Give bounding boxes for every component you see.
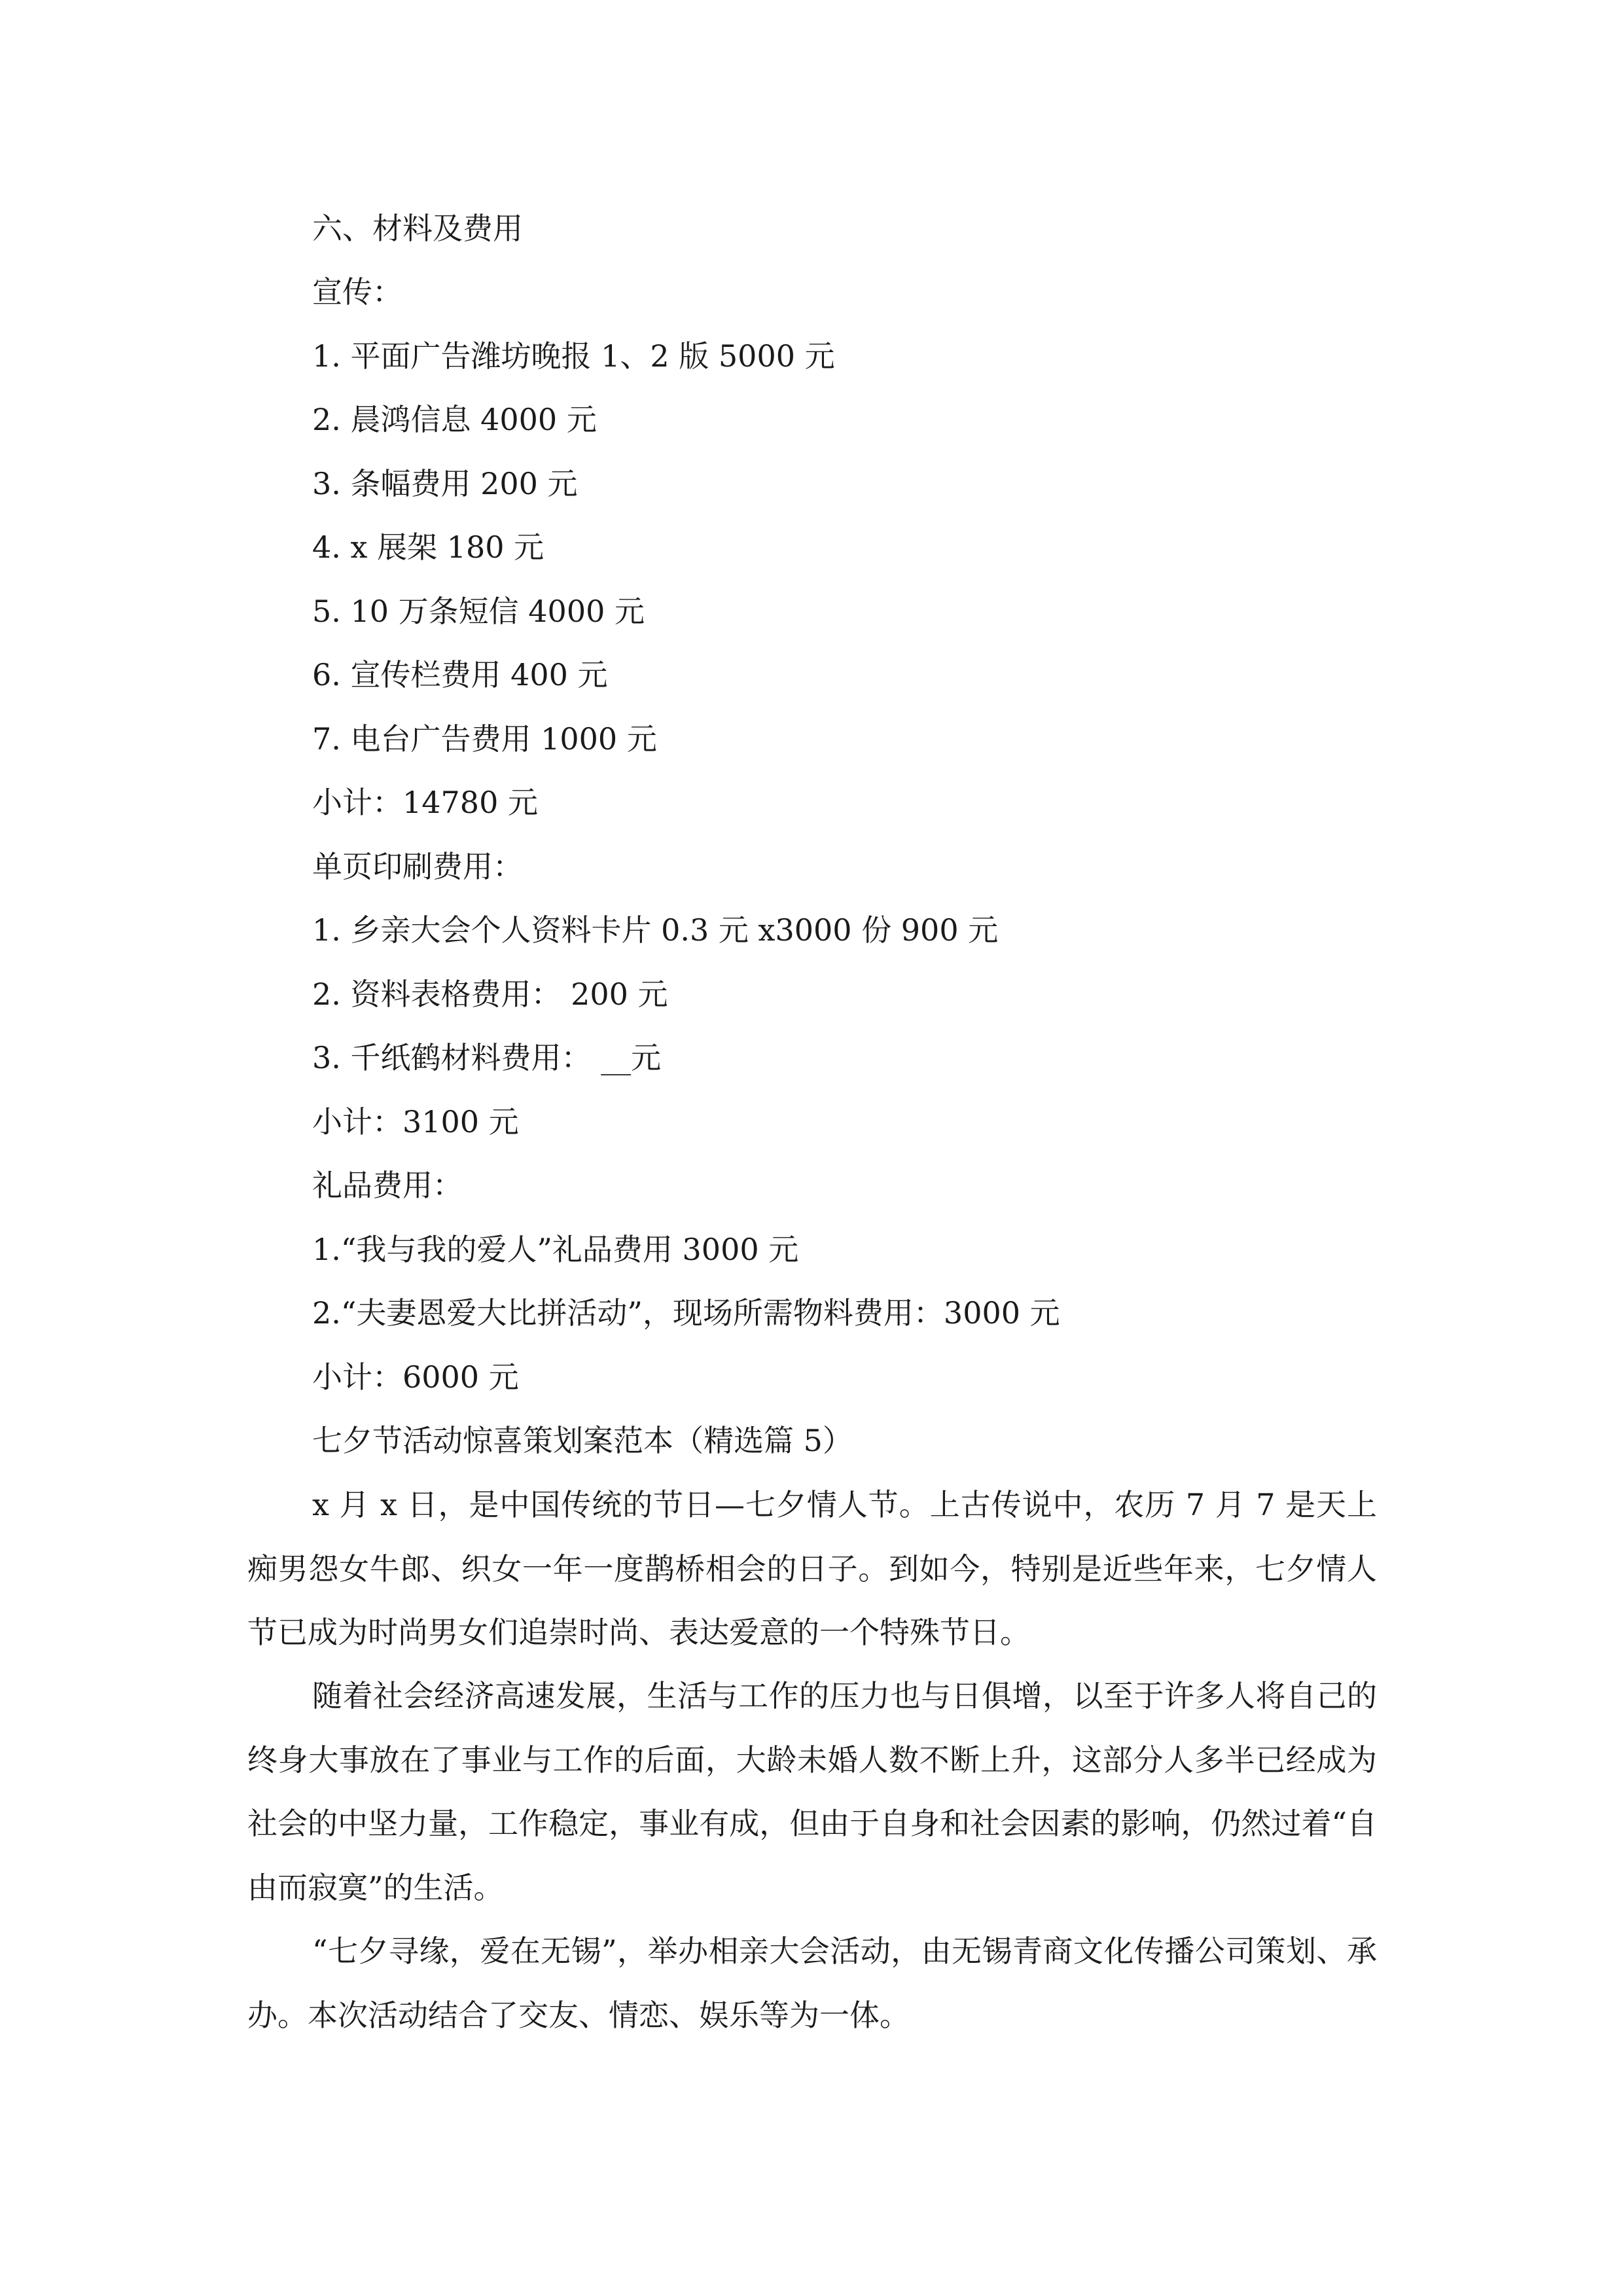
promotion-item-2: 2. 晨鸿信息 4000 元	[312, 402, 597, 437]
paragraph-2: 随着社会经济高速发展，生活与工作的压力也与日俱增，以至于许多人将自己的终身大事放在了事业与工作的后面，大龄未婚人数不断上升，这部分人多半已经成为社会的中坚力量，工作稳定，事业有成，但由于自身和社会因素的影响，仍然过着“自由而寂寞”的生活。	[247, 1678, 1377, 1905]
promotion-item-6: 6. 宣传栏费用 400 元	[312, 657, 608, 692]
gifts-subtotal: 小计：6000 元	[312, 1359, 519, 1395]
promotion-item-5: 5. 10 万条短信 4000 元	[312, 594, 645, 629]
article-title: 七夕节活动惊喜策划案范本（精选篇 5）	[312, 1423, 853, 1458]
printing-item-1: 1. 乡亲大会个人资料卡片 0.3 元 x3000 份 900 元	[312, 912, 999, 948]
promotion-item-1: 1. 平面广告潍坊晚报 1、2 版 5000 元	[312, 338, 835, 374]
section-heading: 六、材料及费用	[312, 211, 523, 246]
promotion-heading: 宣传：	[312, 274, 402, 310]
printing-subtotal: 小计：3100 元	[312, 1104, 519, 1139]
paragraph-1: x 月 x 日，是中国传统的节日—七夕情人节。上古传说中，农历 7 月 7 是天上痴男怨女牛郎、织女一年一度鹊桥相会的日子。到如今，特别是近些年来，七夕情人节已成为时尚男女们追崇时尚、表达爱意的一个特殊节日。	[247, 1487, 1377, 1650]
printing-item-2: 2. 资料表格费用： 200 元	[312, 977, 668, 1012]
printing-heading: 单页印刷费用：	[312, 849, 523, 884]
promotion-subtotal: 小计：14780 元	[312, 785, 538, 820]
printing-item-3: 3. 千纸鹤材料费用： __元	[312, 1040, 662, 1075]
gifts-heading: 礼品费用：	[312, 1168, 463, 1203]
paragraph-3: “七夕寻缘，爱在无锡”，举办相亲大会活动，由无锡青商文化传播公司策划、承办。本次活动结合了交友、情恋、娱乐等为一体。	[247, 1933, 1377, 2033]
promotion-item-4: 4. x 展架 180 元	[312, 529, 544, 565]
promotion-item-3: 3. 条幅费用 200 元	[312, 466, 578, 501]
gifts-item-1: 1.“我与我的爱人”礼品费用 3000 元	[312, 1232, 799, 1267]
gifts-item-2: 2.“夫妻恩爱大比拼活动”，现场所需物料费用：3000 元	[312, 1295, 1060, 1331]
promotion-item-7: 7. 电台广告费用 1000 元	[312, 721, 657, 757]
